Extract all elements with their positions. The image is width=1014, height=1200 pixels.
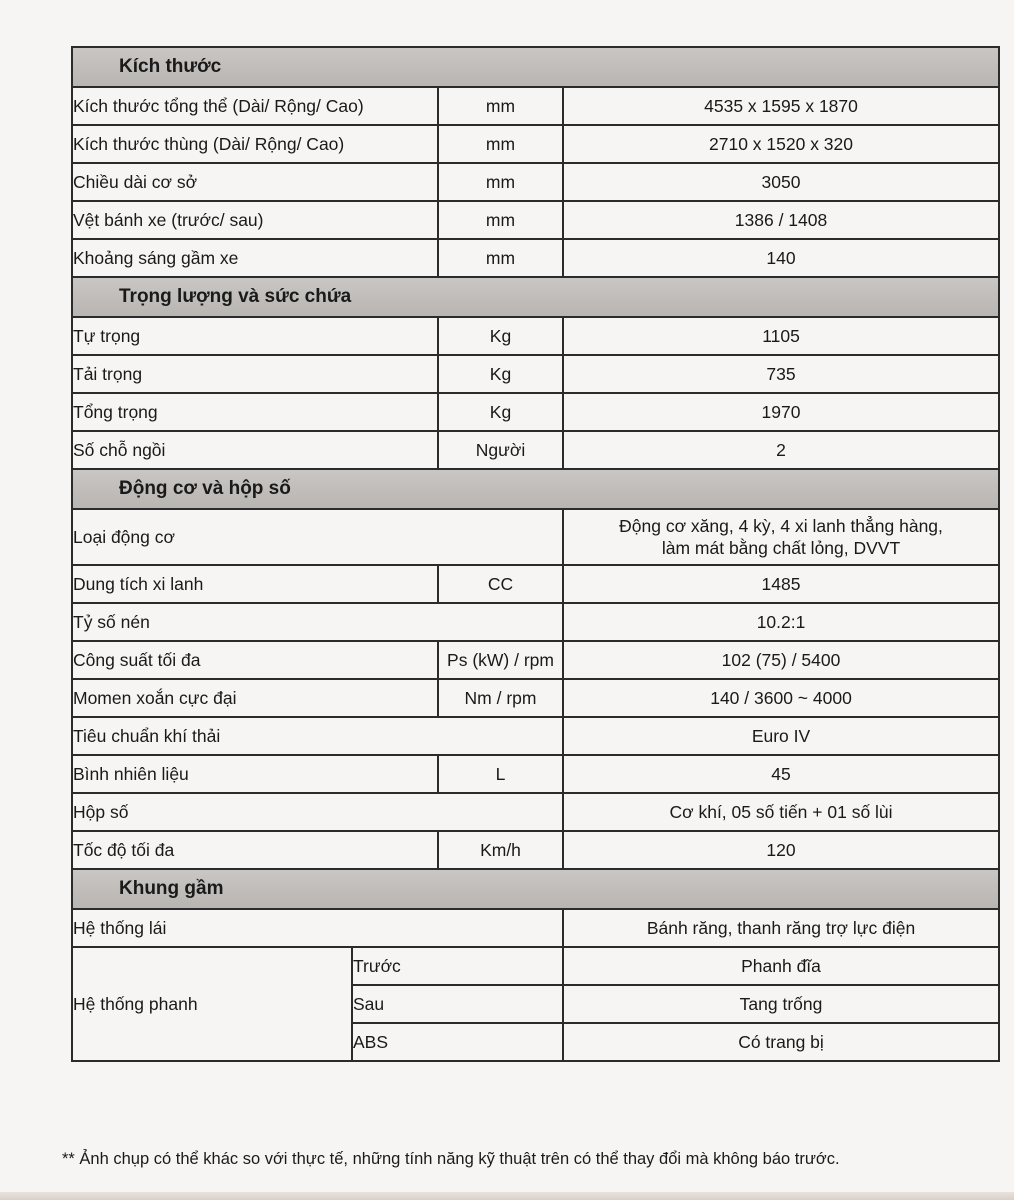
section-title: Trọng lượng và sức chứa	[72, 277, 999, 317]
row-label: Công suất tối đa	[72, 641, 438, 679]
row-label: Kích thước tổng thể (Dài/ Rộng/ Cao)	[72, 87, 438, 125]
table-row	[72, 641, 999, 679]
section-title: Kích thước	[72, 47, 999, 87]
section-header-size	[72, 47, 999, 87]
row-value: 1485	[563, 565, 999, 603]
table-row	[72, 125, 999, 163]
table-row	[72, 509, 999, 565]
row-label: Kích thước thùng (Dài/ Rộng/ Cao)	[72, 125, 438, 163]
footnote: ** Ảnh chụp có thể khác so với thực tế, những tính năng kỹ thuật trên có thể thay đổi mà không báo trước.	[62, 1150, 840, 1168]
row-value: 3050	[563, 163, 999, 201]
row-label: Chiều dài cơ sở	[72, 163, 438, 201]
table-row	[72, 755, 999, 793]
table-row	[72, 831, 999, 869]
table-row	[72, 317, 999, 355]
row-value-line: Động cơ xăng, 4 kỳ, 4 xi lanh thẳng hàng,	[619, 516, 943, 536]
row-sub-label: ABS	[352, 1023, 563, 1061]
table-row	[72, 793, 999, 831]
row-label: Dung tích xi lanh	[72, 565, 438, 603]
row-value: 140 / 3600 ~ 4000	[563, 679, 999, 717]
table-row	[72, 717, 999, 755]
row-value	[563, 509, 999, 565]
row-label: Khoảng sáng gầm xe	[72, 239, 438, 277]
row-label: Bình nhiên liệu	[72, 755, 438, 793]
row-unit: mm	[438, 201, 563, 239]
table-row	[72, 355, 999, 393]
row-value-line: làm mát bằng chất lỏng, DVVT	[661, 538, 901, 558]
page-edge	[0, 1192, 1014, 1200]
row-unit: CC	[438, 565, 563, 603]
row-label: Tỷ số nén	[72, 603, 563, 641]
row-value: Cơ khí, 05 số tiến + 01 số lùi	[563, 793, 999, 831]
row-unit: Kg	[438, 355, 563, 393]
row-label: Số chỗ ngồi	[72, 431, 438, 469]
row-value: 10.2:1	[563, 603, 999, 641]
table-row	[72, 679, 999, 717]
row-label: Hộp số	[72, 793, 563, 831]
table-row	[72, 431, 999, 469]
row-unit: mm	[438, 239, 563, 277]
section-title: Động cơ và hộp số	[72, 469, 999, 509]
row-unit: Kg	[438, 393, 563, 431]
row-unit: mm	[438, 163, 563, 201]
row-unit: Km/h	[438, 831, 563, 869]
row-unit: Ps (kW) / rpm	[438, 641, 563, 679]
row-value: 140	[563, 239, 999, 277]
row-value: 1105	[563, 317, 999, 355]
table-row	[72, 603, 999, 641]
table-row	[72, 239, 999, 277]
row-value: 2710 x 1520 x 320	[563, 125, 999, 163]
row-label: Tốc độ tối đa	[72, 831, 438, 869]
row-label: Tiêu chuẩn khí thải	[72, 717, 563, 755]
section-header-weight	[72, 277, 999, 317]
row-unit: Người	[438, 431, 563, 469]
row-value: 735	[563, 355, 999, 393]
row-label: Vệt bánh xe (trước/ sau)	[72, 201, 438, 239]
row-value: 4535 x 1595 x 1870	[563, 87, 999, 125]
row-label: Momen xoắn cực đại	[72, 679, 438, 717]
row-value: Euro IV	[563, 717, 999, 755]
table-row	[72, 909, 999, 947]
row-sub-label: Trước	[352, 947, 563, 985]
row-sub-label: Sau	[352, 985, 563, 1023]
row-value: 1970	[563, 393, 999, 431]
row-value: Tang trống	[563, 985, 999, 1023]
row-unit: mm	[438, 87, 563, 125]
row-label: Hệ thống phanh	[72, 947, 352, 1061]
row-value: 2	[563, 431, 999, 469]
row-label: Hệ thống lái	[72, 909, 563, 947]
table-row	[72, 201, 999, 239]
row-value: Phanh đĩa	[563, 947, 999, 985]
row-unit: L	[438, 755, 563, 793]
row-label: Tải trọng	[72, 355, 438, 393]
table-row	[72, 163, 999, 201]
row-value: 1386 / 1408	[563, 201, 999, 239]
row-unit: mm	[438, 125, 563, 163]
section-title: Khung gầm	[72, 869, 999, 909]
row-label: Tự trọng	[72, 317, 438, 355]
spec-table	[71, 46, 1000, 1062]
row-label: Tổng trọng	[72, 393, 438, 431]
table-row	[72, 565, 999, 603]
section-header-engine	[72, 469, 999, 509]
row-value: 102 (75) / 5400	[563, 641, 999, 679]
row-value: 120	[563, 831, 999, 869]
row-unit: Kg	[438, 317, 563, 355]
row-value: Có trang bị	[563, 1023, 999, 1061]
row-value: Bánh răng, thanh răng trợ lực điện	[563, 909, 999, 947]
table-row	[72, 87, 999, 125]
section-header-chassis	[72, 869, 999, 909]
row-label: Loại động cơ	[72, 509, 563, 565]
table-row	[72, 393, 999, 431]
table-row	[72, 947, 999, 985]
row-unit: Nm / rpm	[438, 679, 563, 717]
row-value: 45	[563, 755, 999, 793]
